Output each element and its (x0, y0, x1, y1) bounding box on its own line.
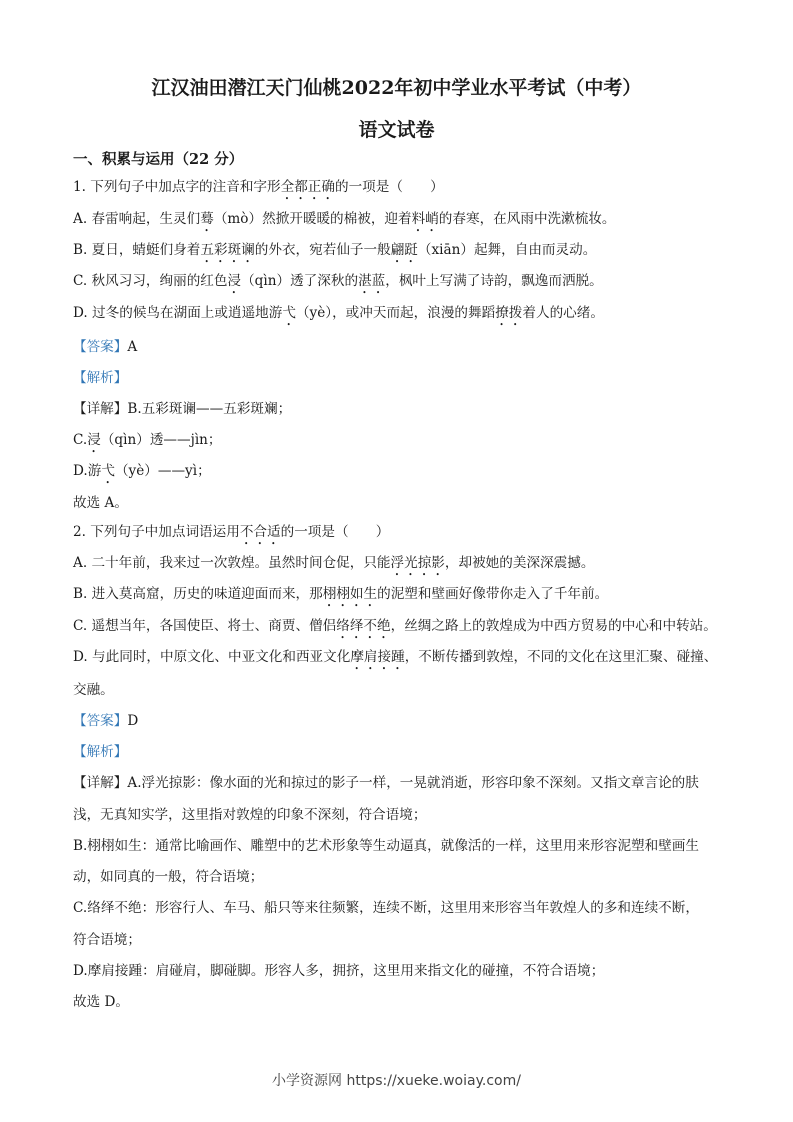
text-line (73, 304, 604, 329)
text-line (73, 743, 127, 761)
text-line (73, 241, 596, 266)
section-label: 【解析】 (73, 370, 128, 386)
text-segment: A. 二十年前，我来过一次敦煌。虽然时间仓促，只能 (73, 555, 391, 571)
text-segment: 动，如同真的一般，符合语境； (73, 869, 264, 885)
text-line (73, 554, 594, 579)
text-line (73, 962, 604, 980)
text-line (73, 178, 444, 203)
text-segment: 【详解】A.浮光掠影：像水面的光和掠过的影子一样，一晃就消逝，形容印象不深刻。又指文章言论的肤 (73, 775, 699, 791)
emphasized-text: 络绎不绝 (336, 618, 391, 634)
text-line (73, 431, 222, 456)
text-segment: 故选 D。 (73, 994, 130, 1010)
emphasized-text: 摩肩接踵 (350, 649, 405, 665)
text-line (73, 369, 127, 387)
text-segment: ，丝绸之路上的敦煌成为中西方贸易的中心和中转站。 (390, 618, 717, 634)
text-segment: 的外衣，宛若仙子一般 (254, 242, 391, 258)
exam-title: 江汉油田潜江天门仙桃2022年初中学业水平考试（中考） (151, 77, 642, 99)
text-segment: D.摩肩接踵：肩碰肩，脚碰脚。形容人多，拥挤，这里用来指文化的碰撞，不符合语境； (73, 963, 605, 979)
text-segment: 的一项是（ ） (280, 524, 390, 540)
text-segment: 故选 A。 (73, 495, 128, 511)
text-segment: C. 秋风习习，绚丽的红色 (73, 273, 228, 289)
text-line (73, 712, 138, 730)
text-segment: （yè）——yì； (114, 463, 211, 479)
emphasized-text: 不合适 (239, 524, 281, 540)
text-segment: 的一项是（ ） (334, 179, 444, 195)
text-segment: B. 进入莫高窟，历史的味道迎面而来，那 (73, 586, 323, 602)
text-segment: 1. 下列句子中加点字的注音和字形 (73, 179, 281, 195)
text-segment: （qìn）透了深秋的 (241, 273, 359, 289)
text-segment: 【详解】B.五彩斑谰——五彩斑斓； (73, 401, 292, 417)
emphasized-text: 撩拨 (495, 305, 523, 321)
text-segment: 浅，无真知实学，这里指对敦煌的印象不深刻，符合语境； (73, 807, 427, 823)
text-line (73, 648, 717, 673)
text-segment: D. 过冬的候鸟在湖面上或逍遥地游 (73, 305, 283, 321)
text-line (73, 210, 616, 235)
text-segment: D.游 (73, 463, 102, 479)
text-line (73, 931, 141, 949)
text-segment: （yè），或冲天而起，浪漫的舞蹈 (295, 305, 496, 321)
emphasized-text: 湛蓝 (358, 273, 386, 289)
text-segment: D (127, 713, 139, 729)
text-segment: 2. 下列句子中加点词语运用 (73, 524, 240, 540)
emphasized-text: 弋 (282, 305, 296, 321)
emphasized-text: 栩栩如生 (322, 586, 378, 602)
section-label: 【答案】 (73, 713, 128, 729)
text-segment: C. 遥想当年，各国使臣、将士、商贾、僧侣 (73, 618, 337, 634)
text-segment: 的泥塑和壁画好像带你走入了千年前。 (377, 586, 609, 602)
emphasized-text: 料峭 (411, 211, 439, 227)
text-segment: A. 春雷响起，生灵们 (73, 211, 201, 227)
text-line (73, 400, 291, 418)
text-line (73, 993, 129, 1011)
section-label: 【解析】 (73, 744, 128, 760)
emphasized-text: 全都正确 (280, 179, 335, 195)
text-segment: B. 夏日，蜻蜓们身着 (73, 242, 201, 258)
text-line (73, 806, 426, 824)
emphasized-text: 弋 (101, 463, 115, 479)
text-line (73, 774, 699, 792)
text-segment: D. 与此同时，中原文化、中亚文化和西亚文化 (73, 649, 351, 665)
text-line (73, 494, 128, 512)
text-segment: ，枫叶上写满了诗韵，飘逸而洒脱。 (385, 273, 603, 289)
text-segment: 符合语境； (73, 932, 141, 948)
text-segment: （qìn）透——jìn； (100, 432, 222, 448)
text-segment: 的春寒，在风雨中洗漱梳妆。 (438, 211, 616, 227)
text-segment: （xiān）起舞，自由而灵动。 (417, 242, 597, 258)
text-segment: 着人的心绪。 (522, 305, 604, 321)
text-line (73, 272, 603, 297)
emphasized-text: 浸 (87, 432, 101, 448)
text-segment: C. (73, 432, 88, 448)
text-segment: ，不断传播到敦煌，不同的文化在这里汇聚、碰撞、 (404, 649, 718, 665)
text-line (73, 868, 263, 886)
text-segment: 交融。 (73, 682, 114, 698)
text-line (73, 617, 717, 642)
text-line (73, 338, 137, 356)
text-line (73, 585, 608, 610)
section-label: 【答案】 (73, 339, 128, 355)
text-segment: 一、积累与运用（22 分） (73, 151, 244, 168)
text-segment: ，却被她的美深深震撼。 (444, 555, 595, 571)
text-segment: （mò）然掀开暖暖的棉被，迎着 (213, 211, 412, 227)
text-segment: B.栩栩如生：通常比喻画作、雕塑中的艺术形象等生动逼真，就像活的一样，这里用来形容泥塑和壁画生 (73, 838, 700, 854)
text-line (73, 151, 243, 169)
text-line (73, 462, 211, 487)
text-segment: C.络绎不绝：形容行人、车马、船只等来往频繁，连续不断，这里用来形容当年敦煌人的多和连续不断， (73, 900, 699, 916)
exam-subtitle: 语文试卷 (358, 119, 435, 141)
emphasized-text: 五彩斑谰 (200, 242, 255, 258)
emphasized-text: 浮光掠影 (390, 555, 445, 571)
emphasized-text: 蓦 (200, 211, 214, 227)
text-line (73, 837, 699, 855)
text-line (73, 899, 699, 917)
footer-watermark: 小学资源网 https://xueke.woiay.com/ (272, 1073, 521, 1089)
emphasized-text: 翩跹 (390, 242, 418, 258)
text-segment: A (127, 339, 138, 355)
text-line (73, 523, 389, 548)
text-line (73, 681, 114, 699)
emphasized-text: 浸 (227, 273, 242, 289)
